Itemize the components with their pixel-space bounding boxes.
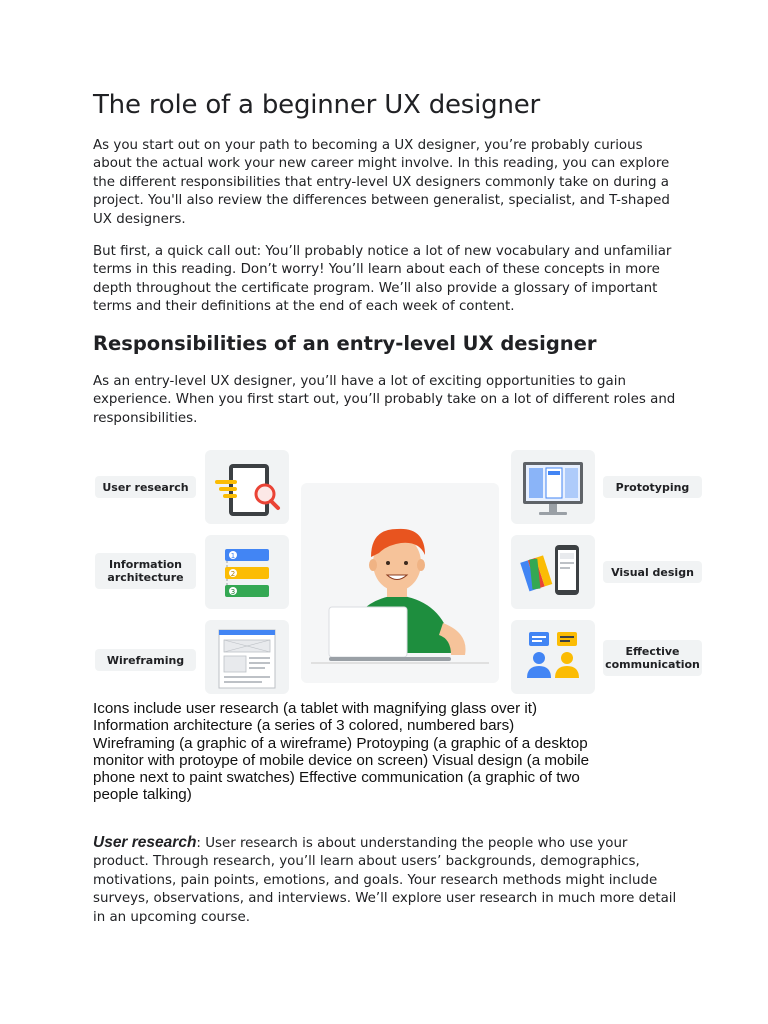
- phone-paint-swatches-icon: [511, 535, 595, 609]
- section-heading: Responsibilities of an entry-level UX designer: [93, 332, 597, 355]
- information-architecture-tile: [205, 535, 289, 609]
- intro-paragraph-1: As you start out on your path to becoming a UX designer, you’re probably curious about the actual work your new career might involve. In this reading, you can explore the different responsibilities that entry-level UX designers commonly take on during a project. You'll also review the differences between generalist, specialist, and T-shaped UX designers.: [93, 138, 670, 227]
- desktop-monitor-prototype-icon: [511, 450, 595, 524]
- designer-with-laptop-illustration: [301, 483, 499, 683]
- label-effective-communication: Effective communication: [603, 640, 702, 676]
- intro-paragraph-2: But first, a quick call out: You’ll probably notice a lot of new vocabulary and unfamiliar terms in this reading. Don’t worry! You’ll learn about each of these concepts in more depth throughout the certificate program. We’ll also provide a glossary of important terms and their definitions at the end of each week of content.: [93, 244, 672, 315]
- section-intro-paragraph: As an entry-level UX designer, you’ll have a lot of exciting opportunities to gain experience. When you first start out, you’ll probably take on a lot of different roles and responsibilities.: [93, 374, 676, 426]
- wireframe-icon: [205, 620, 289, 694]
- label-wireframing: Wireframing: [95, 649, 196, 671]
- label-user-research: User research: [95, 476, 196, 498]
- ia-number-3: 3: [230, 588, 236, 596]
- user-research-definition: : User research is about understanding the people who use your product. Through research, you’ll learn about users’ backgrounds, demographics, motivations, pain points, emotions, and goals. Your research methods might include surveys, observations, and interviews. We’ll explore user research in much more detail in an upcoming course.: [93, 836, 677, 925]
- image-description-line: people talking): [93, 786, 192, 804]
- page-title: The role of a beginner UX designer: [93, 90, 541, 120]
- image-description: [93, 700, 693, 804]
- image-description-line: monitor with protoype of mobile device on screen) Visual design (a mobile: [93, 751, 590, 769]
- two-people-talking-icon: [511, 620, 595, 694]
- designer-illustration-panel: [301, 483, 499, 683]
- label-information-architecture: Information architecture: [95, 553, 196, 589]
- responsibilities-infographic: [93, 445, 708, 695]
- image-description-line: phone next to paint swatches) Effective communication (a graphic of two: [93, 769, 580, 787]
- ia-number-2: 2: [230, 570, 236, 578]
- wireframing-tile: [205, 620, 289, 694]
- label-visual-design: Visual design: [603, 561, 702, 583]
- prototyping-tile: [511, 450, 595, 524]
- image-description-line: Icons include user research (a tablet with magnifying glass over it): [93, 700, 538, 717]
- tablet-magnifier-icon: [205, 450, 289, 524]
- image-description-line: Information architecture (a series of 3 colored, numbered bars): [93, 717, 515, 735]
- label-prototyping: Prototyping: [603, 476, 702, 498]
- visual-design-tile: [511, 535, 595, 609]
- user-research-tile: [205, 450, 289, 524]
- numbered-bars-icon: [205, 535, 289, 609]
- user-research-paragraph: [93, 834, 683, 927]
- image-description-line: Wireframing (a graphic of a wireframe) Protoyping (a graphic of a desktop: [93, 734, 588, 752]
- user-research-term: User research: [93, 834, 197, 851]
- effective-communication-tile: [511, 620, 595, 694]
- ia-number-1: 1: [230, 552, 236, 560]
